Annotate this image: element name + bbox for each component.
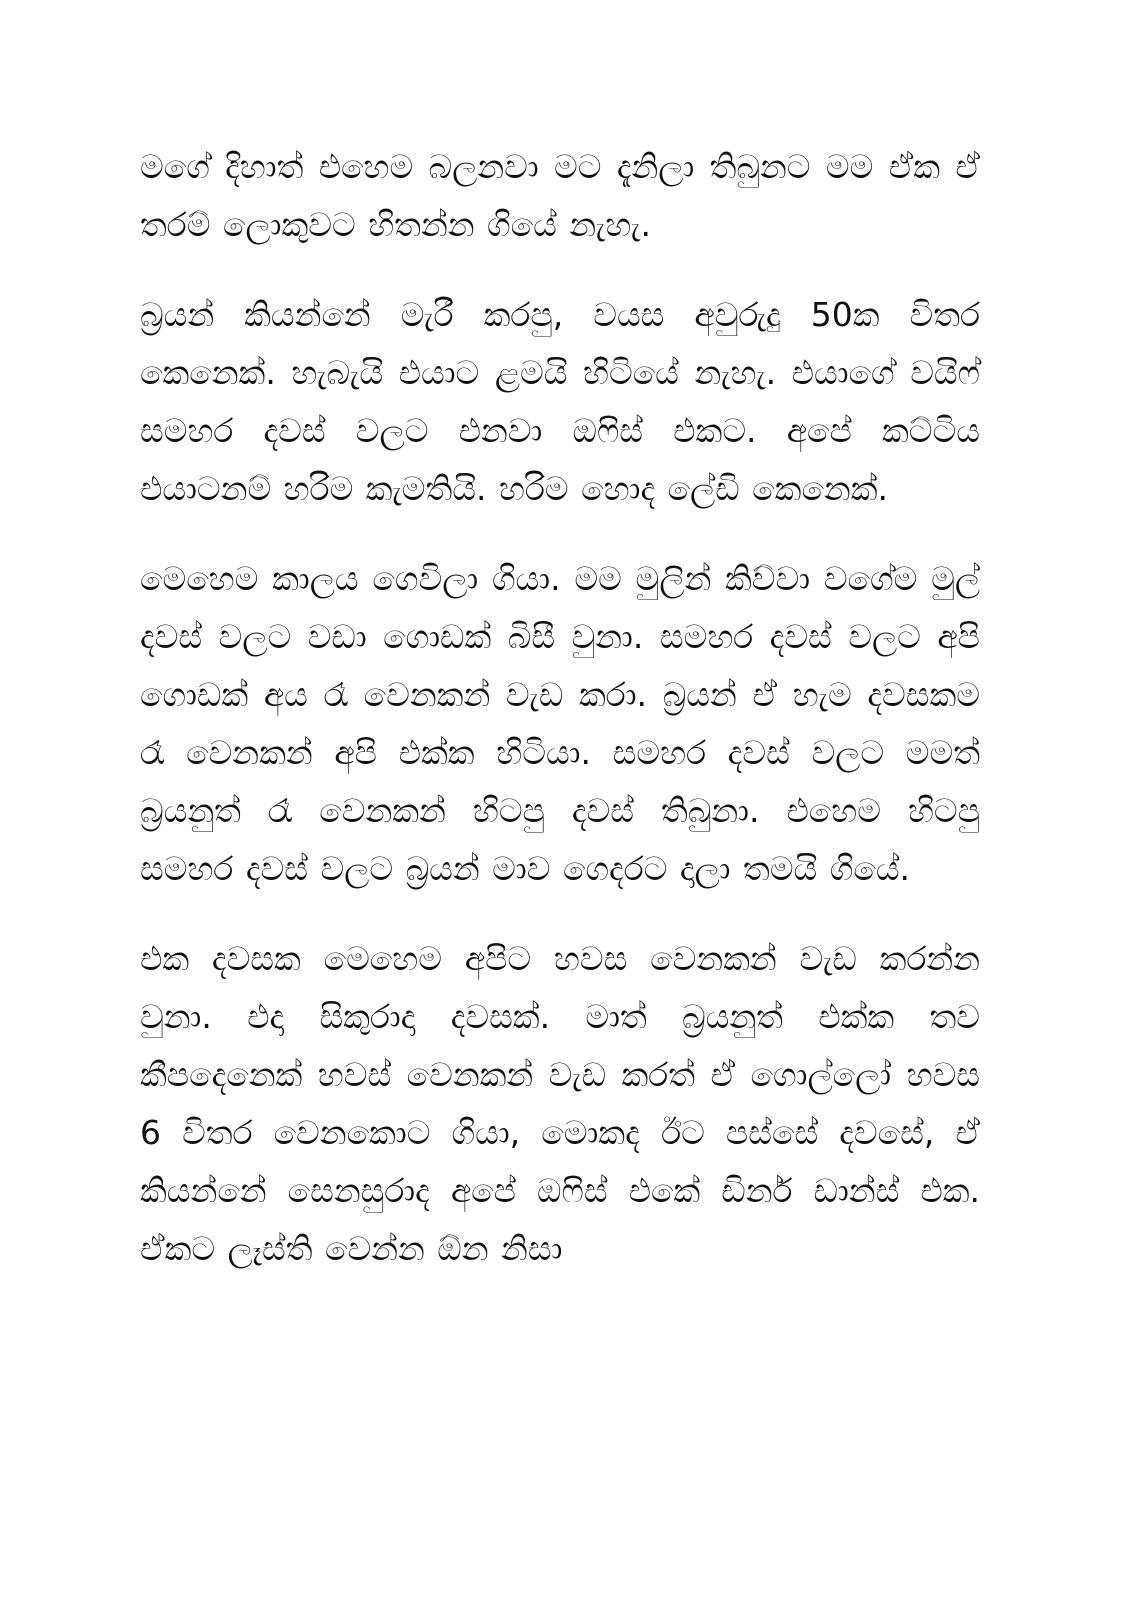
paragraph-1: මගේ දිහාත් එහෙම බලනවා මට දැනිලා තිබුනට මම ඒක ඒ තරම් ලොකුවට හිතන්න ගියේ නැහැ. [140, 147, 980, 244]
paragraph-4: එක දවසක මෙහෙම අපිට හවස වෙනකන් වැඩ කරන්න වුනා. එදා සිකුරාදා දවසක්. මාත් බ්‍රයනුත් එක්ක තව කීපදෙනෙක් හවස් වෙනකන් වැඩ කරත් ඒ ගොල්ලෝ හවස 6 විතර වෙනකොට ගියා, මොකද ඊට පස්සේ දවසේ, ඒ කියන්නේ සෙනසුරාද අපේ ඔෆිස් එකේ ඩිනර් ඩාන්ස් එක. ඒකට ලෑස්ති වෙන්න ඕන නිසා [140, 939, 980, 1268]
paragraph-3: මෙහෙම කාලය ගෙවිලා ගියා. මම මුලින් කිව්වා වගේම මුල් දවස් වලට වඩා ගොඩක් බිසී වුනා. සමහර දවස් වලට අපි ගොඩක් අය රෑ වෙනකන් වැඩ කරා. බ්‍රයන් ඒ හැම දවසකම රෑ වෙනකන් අපි එක්ක හිටියා. සමහර දවස් වලට මමත් බ්‍රයනුත් රෑ වෙනකන් හිටපු දවස් තිබුනා. එහෙම හිටපු සමහර දවස් වලට බ්‍රයන් මාව ගෙදරට දාලා තමයි ගියේ. [140, 559, 980, 888]
paragraph-2: බ්‍රයන් කියන්නේ මැරී කරපු, වයස අවුරුදු 50ක විතර කෙනෙක්. හැබැයි එයාට ළමයි හිටියේ නැහැ. එයාගේ වයිෆ් සමහර දවස් වලට එනවා ඔෆිස් එකට. අපේ කට්ටිය එයාටනම් හරිම කැමතියි. හරිම හොද ලේඩි කෙනෙක්. [140, 295, 980, 508]
document-page [140, 138, 980, 1310]
